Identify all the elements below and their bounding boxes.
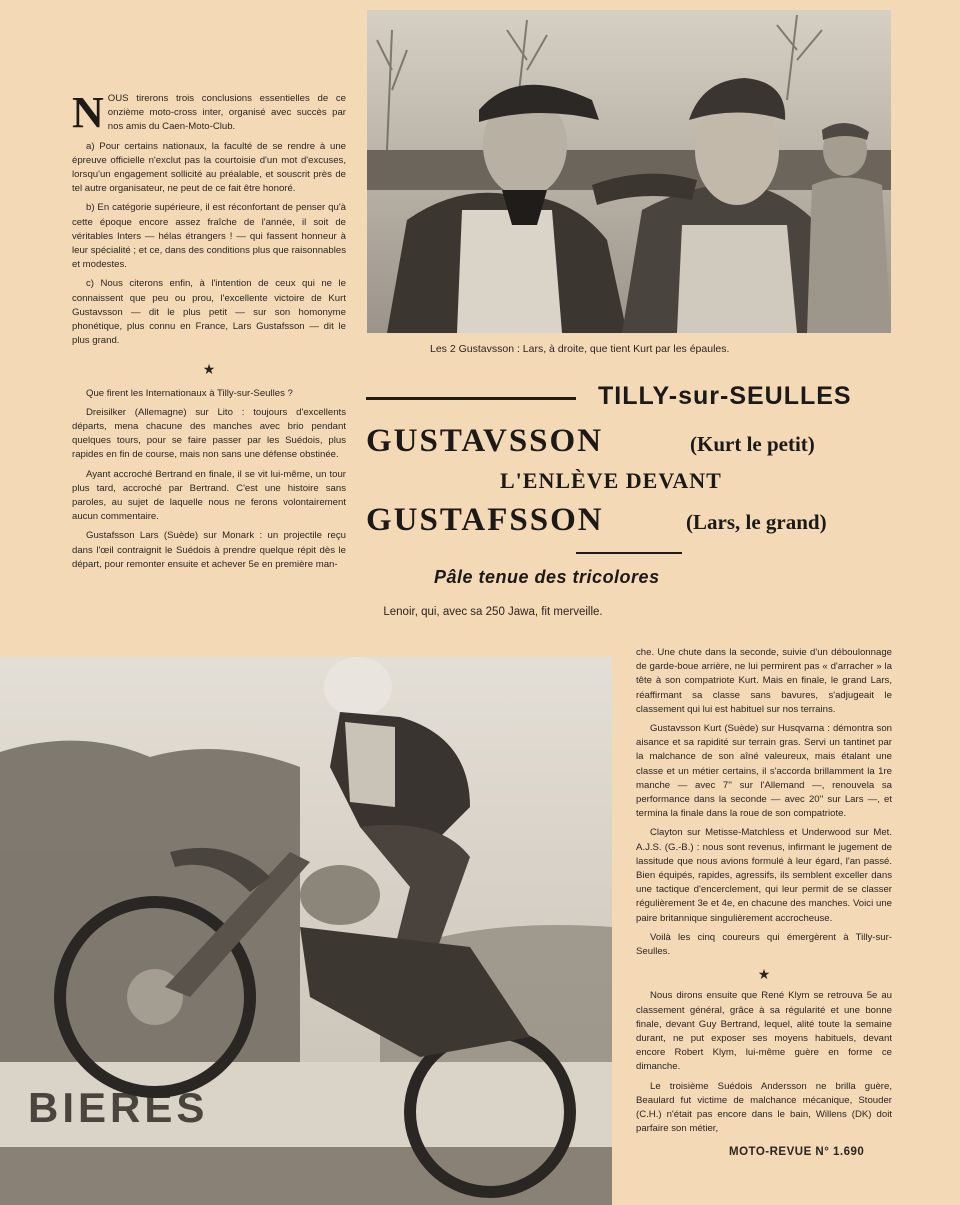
right-p5: Nous dirons ensuite que René Klym se retrouva 5e au classement général, grâce à sa régularité et une bonne finale, devant Guy Bertrand, lequel, alité toute la semaine durant, ne put exposer ses moyens habituels, devant encore Robert Klym, lui-même guère en forme ce dimanche. [636,990,892,1073]
top-photo [367,10,891,333]
bottom-photo [0,657,612,1205]
section-star: ★ [202,361,216,378]
headline-place: TILLY-sur-SEULLES [598,382,852,410]
intro-text: OUS tirerons trois conclusions essentielles de ce onzième moto-cross inter, organisé avec succès par nos amis du Caen-Moto-Club. [107,93,346,133]
top-photo-caption: Les 2 Gustavsson : Lars, à droite, que tient Kurt par les épaules. [430,343,730,355]
right-p2: Gustavsson Kurt (Suède) sur Husqvarna : démontra son aisance et sa rapidité sur terrain gras. Servi un tantinet par la malchance de son aîné valeureux, mais étalant une classe et un métier certains, il s'accorda brillamment la 1re manche — avec 7'' sur l'Allemand —, renouvela sa performance dans la seconde — avec 20'' sur Lars —, et termina la finale dans la roue de son compatriote. [636,723,892,820]
point-a: a) Pour certains nationaux, la faculté de se rendre à une épreuve officielle n'exclut pas la courtoisie d'un mot d'excuses, lorsqu'un engagement sollicité au préalable, et souscrit près de tel autre organisateur, ne peut de ce fait être honoré. [72,140,346,195]
subhead: Pâle tenue des tricolores [434,567,660,587]
intro-paragraph [72,88,346,137]
point-b: b) En catégorie supérieure, il est réconfortant de penser qu'à cette époque encore assez fraîche de l'année, il soit de véritables Inters — hélas étrangers ! — qui fassent honneur à leur spécialité ; et ce, dans des conditions plus que raisonnables et modestes. [72,202,346,271]
headline-runner-note: (Lars, le grand) [686,510,827,534]
right-p4: Voilà les cinq coureurs qui émergèrent à Tilly-sur-Seulles. [636,931,892,958]
dreisilker-paragraph: Dreisilker (Allemagne) sur Lito : toujours d'excellents départs, mena chacune des manches avec brio pendant quelques tours, pour se faire passer par les Suédois, plus rapides en fin de course, mais non sans une défense obstinée. [72,406,346,461]
question-paragraph: Que firent les Internationaux à Tilly-sur-Seulles ? [86,387,293,399]
right-p1: che. Une chute dans la seconde, suivie d'un déboulonnage de garde-boue arrière, ne lui permirent pas « d'arracher » la tête à son compatriote Kurt. Mais en finale, le grand Lars, réaffirmant sa classe sans bavures, s'adjugeait le classement qui lui est habituel sur nos terrains. [636,647,892,715]
right-star: ★ [757,966,771,983]
lars-paragraph: Gustafsson Lars (Suède) sur Monark : un projectile reçu dans l'œil contraignit le Suédois à prendre quelque répit dès le départ, pour remonter ensuite et achever 5e en première man- [72,530,346,570]
right-column [636,646,892,1142]
right-p3: Clayton sur Metisse-Matchless et Underwood sur Met. A.J.S. (G.-B.) : nous sont revenus, infirmant le jugement de lassitude que nous avions formulé à leur égard, l'an passé. Bien équipés, rapides, agressifs, ils semblent exceller dans une tactique d'encerclement, qui leur permit de se classer régulièrement 3e et 4e, en chacune des manches. Voici une paire britannique singulièrement accrocheuse. [636,827,892,924]
headline-winner: GUSTAVSSON [366,423,604,459]
headline-runner: GUSTAFSSON [366,502,604,538]
headline-rule-mid [576,552,682,554]
bertrand-paragraph: Ayant accroché Bertrand en finale, il se vit lui-même, un tour plus tard, accroché par Bertrand. C'est une histoire sans paroles, au sujet de laquelle nous ne ferons volontairement aucun commentaire. [72,468,346,523]
headline-winner-note: (Kurt le petit) [690,432,815,456]
headline-verb: L'ENLÈVE DEVANT [500,468,722,493]
point-c: c) Nous citerons enfin, à l'intention de ceux qui ne le connaissent que peu ou prou, l'excellente victoire de Kurt Gustavsson — dit le plus petit — sur son homonyme phonétique, plus connu en France, Lars Gustafsson — dit le plus grand. [72,278,346,347]
dropcap: N [72,88,104,137]
right-p6: Le troisième Suédois Andersson ne brilla guère, Beaulard fut victime de malchance mécanique, Stouder (C.H.) n'était pas encore dans le bain, Willens (DK) doit parfaire son métier, [636,1080,892,1135]
headline-rule-left [366,397,576,400]
left-column [72,88,346,577]
lede: Lenoir, qui, avec sa 250 Jawa, fit merveille. [383,606,603,618]
magazine-footer: MOTO-REVUE N° 1.690 [729,1146,865,1158]
banner-text: BIERES [28,1084,209,1131]
